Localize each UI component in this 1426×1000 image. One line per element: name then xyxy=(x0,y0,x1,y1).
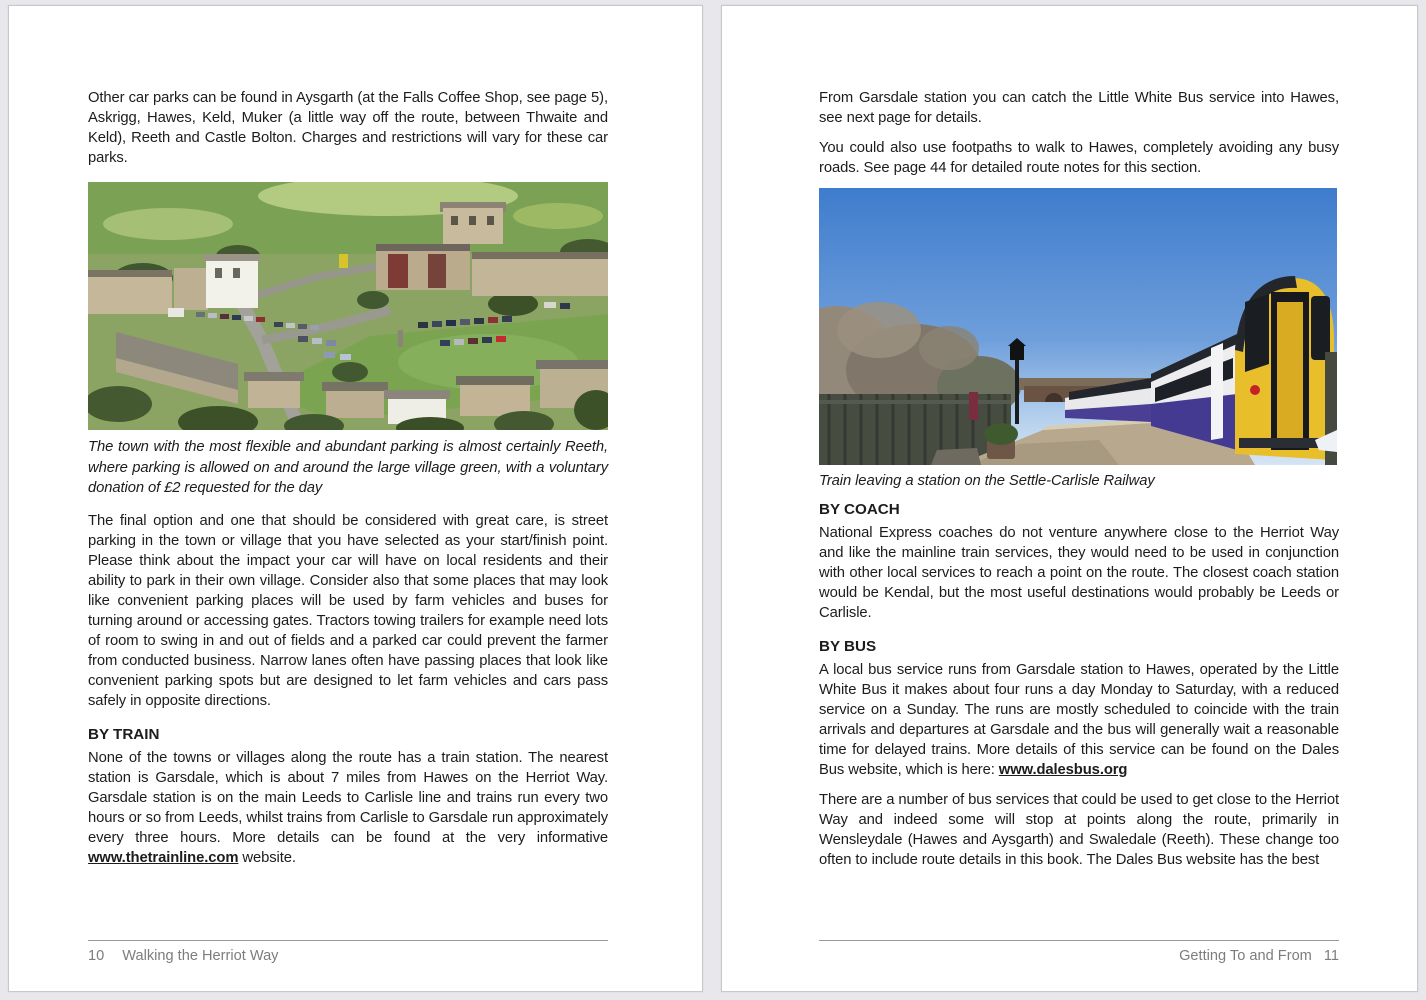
image-caption: The town with the most flexible and abundant parking is almost certainly Reeth, where parking is allowed on and around the large village green, with a voluntary donation of £2 requested for the day xyxy=(88,439,608,496)
dalesbus-link[interactable]: www.dalesbus.org xyxy=(998,761,1128,778)
by-train-text-after: website. xyxy=(238,849,296,866)
by-train-text: None of the towns or villages along the route has a train station. The nearest station is Garsdale, which is about 7 miles from Hawes on the Herriot Way. Garsdale station is on the main Leeds to Carlisle line and trains run every two hours or so from Leeds, whilst trains from Carlisle to Garsdale run approximately every three hours. More details can be found at the very informative xyxy=(88,749,608,846)
footer-book-title: Walking the Herriot Way xyxy=(122,948,279,964)
section-heading-by-bus: BY BUS xyxy=(819,637,877,655)
section-heading-by-coach: BY COACH xyxy=(819,500,900,518)
page-number: 10 xyxy=(88,948,105,964)
body-paragraph: Other car parks can be found in Aysgarth (at the Falls Coffee Shop, see page 5), Askrigg, Hawes, Keld, Muker (a little way off the route, between Thwaite and Keld), Reeth and Castle Bolton. Charges and restrictions will vary for these car parks. xyxy=(88,90,608,166)
footer-chapter-title: Getting To and From xyxy=(1179,948,1312,964)
book-page-right xyxy=(721,5,1418,992)
by-bus-text: A local bus service runs from Garsdale station to Hawes, operated by the Little White Bus it makes about four runs a day Monday to Saturday, with a reduced service on a Sunday. The runs are mostly scheduled to coincide with the train arrivals and departures at Garsdale and the bus will generally wait a reasonable time for delayed trains. More details of this service can be found on the Dales Bus website, which is here: xyxy=(819,661,1339,778)
page-footer-left xyxy=(88,940,608,964)
train-station-photo xyxy=(819,188,1339,465)
page-footer-right xyxy=(819,940,1339,964)
body-paragraph: The final option and one that should be considered with great care, is street parking in the town or village that you have selected as your start/finish point. Please think about the impact your car will have on local residents and their ability to park in their own village. Consider also that some places that may look like convenient parking places will be used by farm vehicles and buses for turning around or accessing gates. Tractors towing trailers for example need lots of room to swing in and out of fields and a parked car could prevent the farmer from conducted business. Narrow lanes often have passing places that look like convenient parking spots but are designed to let farm vehicles and cars pass safely in opposite directions. xyxy=(88,512,608,709)
trainline-link[interactable]: www.thetrainline.com xyxy=(88,849,239,866)
body-paragraph xyxy=(819,660,1339,780)
body-paragraph: National Express coaches do not venture anywhere close to the Herriot Way and like the mainline train services, they would need to be used in conjunction with other local services to reach a point on the route. The closest coach station would be Kendal, but the most useful destinations would probably be Leeds or Carlisle. xyxy=(819,524,1339,621)
body-paragraph: From Garsdale station you can catch the Little White Bus service into Hawes, see next page for details. xyxy=(819,90,1339,126)
village-aerial-photo xyxy=(88,182,608,430)
body-paragraph xyxy=(88,748,608,868)
book-page-left xyxy=(8,5,703,992)
body-paragraph: You could also use footpaths to walk to Hawes, completely avoiding any busy roads. See page 44 for detailed route notes for this section. xyxy=(819,140,1339,176)
image-caption: Train leaving a station on the Settle-Carlisle Railway xyxy=(819,473,1155,489)
page-number: 11 xyxy=(1323,948,1339,964)
body-paragraph: There are a number of bus services that could be used to get close to the Herriot Way and indeed some will stop at points along the route, primarily in Wensleydale (Hawes and Aysgarth) and Swaledale (Reeth). These change too often to include route details in this book. The Dales Bus website has the best xyxy=(819,791,1339,868)
section-heading-by-train: BY TRAIN xyxy=(88,725,160,743)
